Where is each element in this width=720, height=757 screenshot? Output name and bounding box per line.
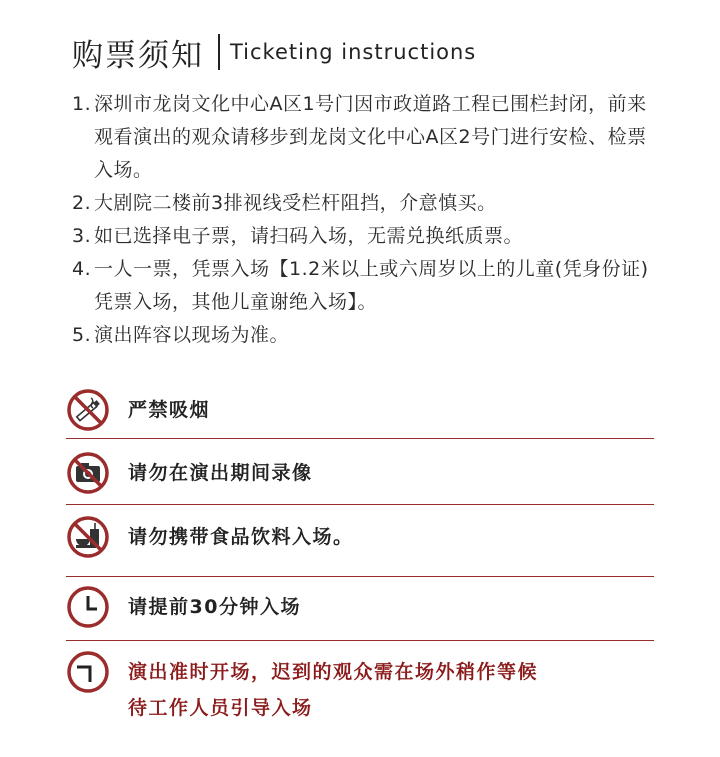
- title-divider: [218, 34, 220, 70]
- note-text: 大剧院二楼前3排视线受栏杆阻挡，介意慎买。: [94, 192, 497, 214]
- rule-no-smoking: [66, 388, 654, 432]
- note-number: 4.: [72, 258, 92, 280]
- rule-no-camera: [66, 451, 654, 495]
- note-number: 5.: [72, 324, 92, 346]
- page-header: [72, 30, 476, 74]
- rule-text: 请提前30分钟入场: [128, 596, 301, 618]
- note-text: 一人一票，凭票入场【1.2米以上或六周岁以上的儿童(凭身份证)凭票入场，其他儿童谢绝入场】。: [94, 258, 649, 313]
- clock-icon: [66, 650, 110, 694]
- note-item: [72, 187, 662, 220]
- note-item: [72, 319, 662, 352]
- rule-on-time: [66, 650, 654, 694]
- note-number: 3.: [72, 225, 92, 247]
- rule-text: 请勿在演出期间录像: [128, 462, 313, 484]
- page-subtitle: Ticketing instructions: [230, 40, 477, 64]
- notes-list: [72, 88, 662, 352]
- note-text: 演出阵容以现场为准。: [94, 324, 290, 346]
- clock-icon: [66, 585, 110, 629]
- rule-divider: [66, 438, 654, 439]
- rule-on-time-continued: [66, 690, 716, 726]
- rule-divider: [66, 576, 654, 577]
- note-item: [72, 220, 662, 253]
- note-number: 2.: [72, 192, 92, 214]
- no-camera-icon: [66, 451, 110, 495]
- note-text: 如已选择电子票，请扫码入场，无需兑换纸质票。: [94, 225, 524, 247]
- page-title: 购票须知: [72, 37, 204, 74]
- rule-divider: [66, 640, 654, 641]
- rule-text: 严禁吸烟: [128, 399, 211, 421]
- rule-arrive-early: [66, 585, 654, 629]
- rule-text: 请勿携带食品饮料入场。: [128, 526, 354, 548]
- note-item: [72, 88, 662, 187]
- rule-no-food: [66, 515, 654, 559]
- rule-text-second-line: 待工作人员引导入场: [128, 697, 313, 719]
- no-smoking-icon: [66, 388, 110, 432]
- no-food-drink-icon: [66, 515, 110, 559]
- rule-divider: [66, 504, 654, 505]
- note-number: 1.: [72, 93, 92, 115]
- rule-text-first-line: 演出准时开场，迟到的观众需在场外稍作等候: [128, 661, 539, 683]
- note-text: 深圳市龙岗文化中心A区1号门因市政道路工程已围栏封闭，前来观看演出的观众请移步到龙岗文化中心A区2号门进行安检、检票入场。: [94, 93, 647, 181]
- note-item: [72, 253, 662, 319]
